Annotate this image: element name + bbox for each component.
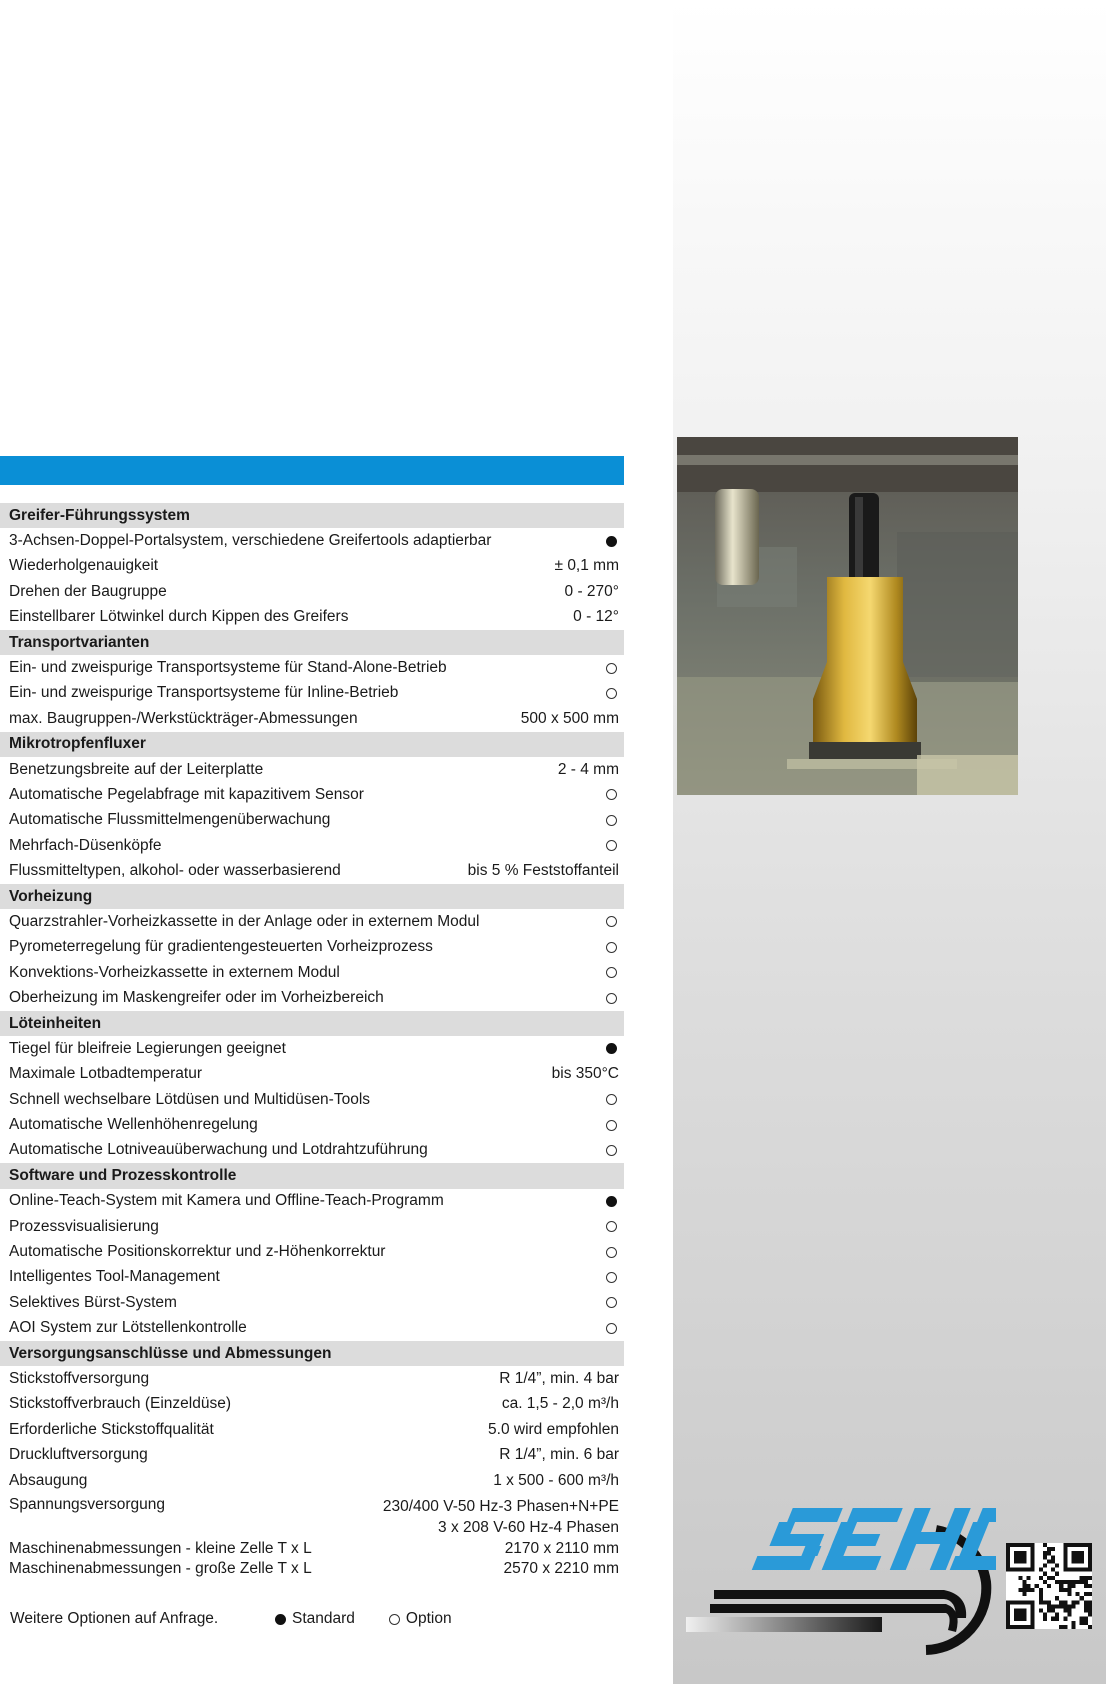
spec-label: Automatische Lotniveauüberwachung und Lotdrahtzuführung: [9, 1141, 428, 1159]
spec-label: Selektives Bürst-System: [9, 1293, 177, 1311]
spec-label: Pyrometerregelung für gradientengesteuerten Vorheizprozess: [9, 938, 433, 956]
section-title: Vorheizung: [9, 887, 93, 905]
section-header: [0, 1011, 624, 1036]
spec-label: Maschinenabmessungen - große Zelle T x L: [9, 1560, 312, 1578]
spec-value: [521, 710, 619, 728]
spec-row: [0, 1493, 624, 1539]
spec-row: [0, 909, 624, 934]
spec-value-line: bis 350°C: [551, 1065, 619, 1083]
spec-row: [0, 681, 624, 706]
spec-label: Mehrfach-Düsenköpfe: [9, 836, 162, 854]
spec-row: [0, 706, 624, 731]
option-circle-icon: [606, 789, 617, 800]
spec-row: [0, 1239, 624, 1264]
spec-row: [0, 1316, 624, 1341]
product-photo: [677, 437, 1018, 795]
spec-row: [0, 1559, 624, 1579]
section-title: Versorgungsanschlüsse und Abmessungen: [9, 1344, 332, 1362]
spec-value-line: 5.0 wird empfohlen: [488, 1420, 619, 1438]
legend-option-label: Option: [405, 1610, 452, 1627]
spec-value-line: 2570 x 2210 mm: [503, 1560, 619, 1578]
spec-value-line: ± 0,1 mm: [554, 557, 619, 575]
spec-label: AOI System zur Lötstellenkontrolle: [9, 1319, 247, 1337]
spec-label: Maximale Lotbadtemperatur: [9, 1065, 202, 1083]
spec-value: [493, 1472, 619, 1490]
spec-value-line: 3 x 208 V-60 Hz-4 Phasen: [438, 1519, 619, 1537]
spec-value: [505, 1540, 619, 1558]
option-circle-icon: [606, 815, 617, 826]
spec-value: [565, 583, 619, 601]
spec-row: [0, 960, 624, 985]
spec-label: 3-Achsen-Doppel-Portalsystem, verschiedene Greifertools adaptierbar: [9, 532, 492, 550]
spec-row: [0, 1138, 624, 1163]
spec-value: [555, 557, 620, 575]
header-bar: [0, 456, 624, 485]
option-circle-icon: [606, 967, 617, 978]
section-title: Greifer-Führungssystem: [9, 506, 190, 524]
spec-row: [0, 1442, 624, 1467]
standard-dot-icon: [275, 1614, 286, 1625]
spec-label: Benetzungsbreite auf der Leiterplatte: [9, 760, 264, 778]
standard-dot-icon: [606, 1043, 617, 1054]
spec-row: [0, 757, 624, 782]
spec-label: Drehen der Baugruppe: [9, 582, 167, 600]
spec-label: Stickstoffversorgung: [9, 1369, 150, 1387]
spec-row: [0, 808, 624, 833]
spec-value-line: R 1/4”, min. 4 bar: [499, 1369, 619, 1387]
spec-value-line: 2 - 4 mm: [557, 760, 619, 778]
spec-row: [0, 858, 624, 883]
spec-row: [0, 1189, 624, 1214]
spec-value: [499, 1370, 619, 1388]
spec-label: max. Baugruppen-/Werkstückträger-Abmessungen: [9, 709, 358, 727]
spec-label: Automatische Pegelabfrage mit kapazitivem Sensor: [9, 785, 364, 803]
spec-label: Online-Teach-System mit Kamera und Offline-Teach-Programm: [9, 1192, 444, 1210]
spec-label: Wiederholgenauigkeit: [9, 557, 159, 575]
spec-label: Absaugung: [9, 1471, 88, 1489]
spec-table: [0, 503, 624, 1579]
option-circle-icon: [606, 942, 617, 953]
spec-value: [504, 1560, 619, 1578]
legend-standard-label: Standard: [292, 1610, 355, 1627]
legend: [10, 1608, 630, 1630]
right-gray-panel: [673, 0, 1106, 1684]
spec-value: [468, 862, 619, 880]
soldering-nozzle-image: [677, 437, 1018, 795]
section-header: [0, 503, 624, 528]
section-header: [0, 1163, 624, 1188]
option-circle-icon: [606, 1323, 617, 1334]
option-circle-icon: [606, 1297, 617, 1308]
spec-value: [502, 1395, 619, 1413]
option-circle-icon: [606, 1272, 617, 1283]
spec-label: Flussmitteltypen, alkohol- oder wasserbasierend: [9, 862, 341, 880]
spec-row: [0, 579, 624, 604]
spec-label: Konvektions-Vorheizkassette in externem Modul: [9, 963, 340, 981]
option-circle-icon: [606, 993, 617, 1004]
spec-value-line: bis 5 % Feststoffanteil: [467, 862, 619, 880]
option-circle-icon: [606, 663, 617, 674]
spec-row: [0, 528, 624, 553]
spec-label: Ein- und zweispurige Transportsysteme für Inline-Betrieb: [9, 684, 399, 702]
spec-row: [0, 935, 624, 960]
spec-value: [383, 1496, 619, 1538]
spec-value-line: 1 x 500 - 600 m³/h: [493, 1471, 619, 1489]
option-circle-icon: [389, 1614, 400, 1625]
spec-label: Erforderliche Stickstoffqualität: [9, 1420, 214, 1438]
spec-value-line: 0 - 12°: [573, 608, 619, 626]
spec-row: [0, 655, 624, 680]
section-header: [0, 630, 624, 655]
spec-value-line: ca. 1,5 - 2,0 m³/h: [501, 1395, 619, 1413]
spec-value: [488, 1421, 619, 1439]
option-circle-icon: [606, 1247, 617, 1258]
seho-logo: [686, 1500, 996, 1660]
spec-row: [0, 1087, 624, 1112]
spec-label: Schnell wechselbare Lötdüsen und Multidüsen-Tools: [9, 1090, 371, 1108]
spec-row: [0, 1265, 624, 1290]
spec-row: [0, 1366, 624, 1391]
option-circle-icon: [606, 1120, 617, 1131]
spec-row: [0, 1468, 624, 1493]
section-title: Löteinheiten: [9, 1014, 102, 1032]
section-title: Mikrotropfenfluxer: [9, 735, 146, 753]
legend-note: Weitere Optionen auf Anfrage.: [10, 1610, 219, 1627]
spec-value-line: R 1/4”, min. 6 bar: [499, 1446, 619, 1464]
spec-label: Spannungsversorgung: [9, 1496, 165, 1514]
spec-row: [0, 554, 624, 579]
spec-row: [0, 605, 624, 630]
spec-row: [0, 782, 624, 807]
spec-label: Maschinenabmessungen - kleine Zelle T x L: [9, 1540, 312, 1558]
spec-row: [0, 1290, 624, 1315]
spec-label: Automatische Positionskorrektur und z-Höhenkorrektur: [9, 1243, 386, 1261]
spec-label: Automatische Flussmittelmengenüberwachung: [9, 811, 331, 829]
spec-row: [0, 985, 624, 1010]
spec-label: Intelligentes Tool-Management: [9, 1268, 220, 1286]
spec-label: Automatische Wellenhöhenregelung: [9, 1116, 258, 1134]
seho-logo-icon: [686, 1500, 996, 1660]
spec-value-line: 0 - 270°: [564, 582, 619, 600]
section-header: [0, 884, 624, 909]
spec-row: [0, 1062, 624, 1087]
spec-label: Oberheizung im Maskengreifer oder im Vorheizbereich: [9, 989, 384, 1007]
section-header: [0, 732, 624, 757]
spec-value-line: 500 x 500 mm: [520, 709, 619, 727]
option-circle-icon: [606, 1221, 617, 1232]
spec-value: [558, 761, 619, 779]
legend-option: [389, 1610, 452, 1628]
spec-value: [499, 1446, 619, 1464]
spec-row: [0, 1417, 624, 1442]
option-circle-icon: [606, 1094, 617, 1105]
qr-code: [1006, 1543, 1092, 1629]
spec-label: Einstellbarer Lötwinkel durch Kippen des Greifers: [9, 608, 349, 626]
option-circle-icon: [606, 916, 617, 927]
spec-label: Tiegel für bleifreie Legierungen geeignet: [9, 1039, 286, 1057]
spec-value-line: 230/400 V-50 Hz-3 Phasen+N+PE: [382, 1498, 619, 1516]
spec-row: [0, 1539, 624, 1559]
standard-dot-icon: [606, 1196, 617, 1207]
spec-row: [0, 1392, 624, 1417]
spec-value-line: 2170 x 2110 mm: [504, 1540, 619, 1558]
spec-label: Prozessvisualisierung: [9, 1217, 159, 1235]
standard-dot-icon: [606, 536, 617, 547]
spec-label: Stickstoffverbrauch (Einzeldüse): [9, 1395, 231, 1413]
spec-row: [0, 1214, 624, 1239]
spec-row: [0, 1112, 624, 1137]
spec-value: [573, 608, 619, 626]
spec-value: [552, 1065, 619, 1083]
legend-standard: [275, 1610, 355, 1628]
option-circle-icon: [606, 688, 617, 699]
spec-row: [0, 1036, 624, 1061]
spec-label: Druckluftversorgung: [9, 1446, 148, 1464]
section-header: [0, 1341, 624, 1366]
qr-code-icon: [1006, 1543, 1092, 1629]
section-title: Transportvarianten: [9, 633, 150, 651]
spec-row: [0, 833, 624, 858]
section-title: Software und Prozesskontrolle: [9, 1166, 237, 1184]
option-circle-icon: [606, 1145, 617, 1156]
option-circle-icon: [606, 840, 617, 851]
spec-label: Ein- und zweispurige Transportsysteme für Stand-Alone-Betrieb: [9, 659, 447, 677]
spec-label: Quarzstrahler-Vorheizkassette in der Anlage oder in externem Modul: [9, 912, 480, 930]
